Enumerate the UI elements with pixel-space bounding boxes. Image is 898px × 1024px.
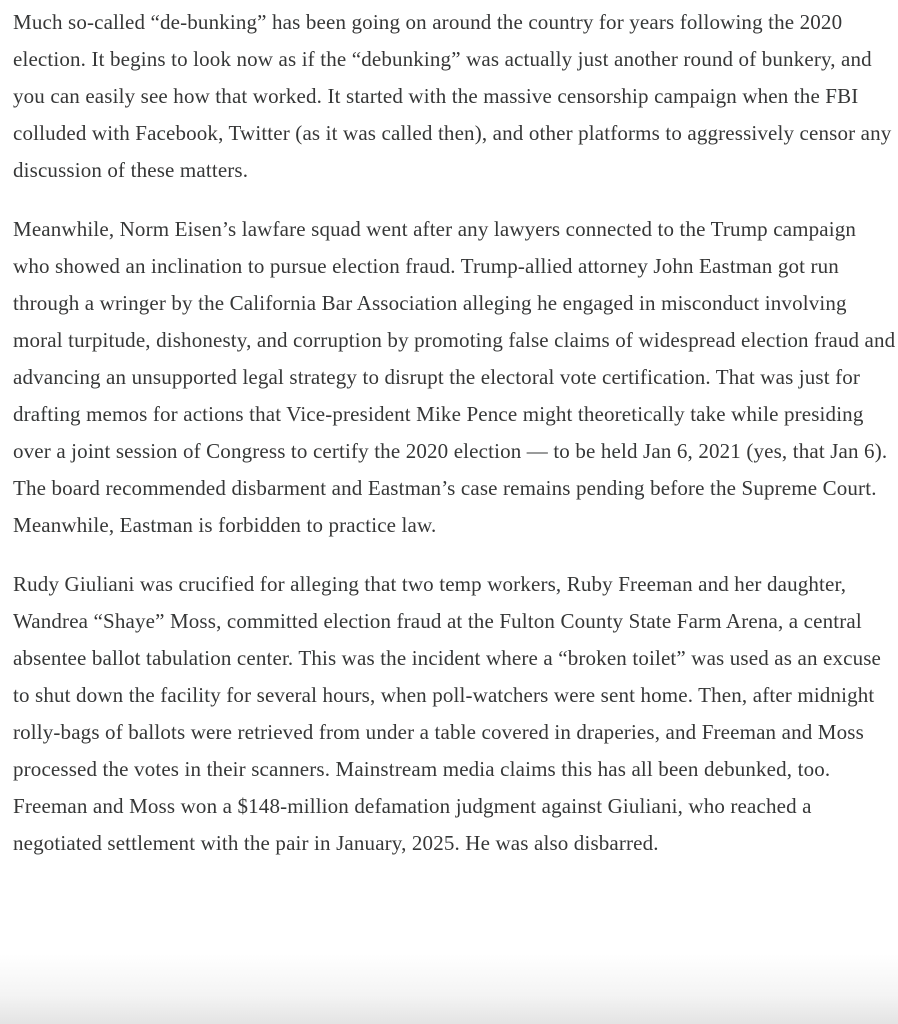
paragraph-eastman: Meanwhile, Norm Eisen’s lawfare squad went after any lawyers connected to the Trump campaign who showed an inclination to pursue election fraud. Trump-allied attorney John Eastman got run through a wringer by the California Bar Association alleging he engaged in misconduct involving moral turpitude, dishonesty, and corruption by promoting false claims of widespread election fraud and advancing an unsupported legal strategy to disrupt the electoral vote certification. That was just for drafting memos for actions that Vice-president Mike Pence might theoretically take while presiding over a joint session of Congress to certify the 2020 election — to be held Jan 6, 2021 (yes, that Jan 6). The board recommended disbarment and Eastman’s case remains pending before the Supreme Court. Meanwhile, Eastman is forbidden to practice law.: [13, 217, 896, 537]
paragraph-debunking: Much so-called “de-bunking” has been going on around the country for years following the 2020 election. It begins to look now as if the “debunking” was actually just another round of bunkery, and you can easily see how that worked. It started with the massive censorship campaign when the FBI colluded with Facebook, Twitter (as it was called then), and other platforms to aggressively censor any discussion of these matters.: [13, 10, 892, 182]
article-body: [13, 4, 898, 884]
bottom-fade-overlay: [0, 954, 898, 1024]
paragraph-giuliani: Rudy Giuliani was crucified for alleging that two temp workers, Ruby Freeman and her daughter, Wandrea “Shaye” Moss, committed election fraud at the Fulton County State Farm Arena, a central absentee ballot tabulation center. This was the incident where a “broken toilet” was used as an excuse to shut down the facility for several hours, when poll-watchers were sent home. Then, after midnight rolly-bags of ballots were retrieved from under a table covered in draperies, and Freeman and Moss processed the votes in their scanners. Mainstream media claims this has all been debunked, too. Freeman and Moss won a $148-million defamation judgment against Giuliani, who reached a negotiated settlement with the pair in January, 2025. He was also disbarred.: [13, 572, 882, 855]
